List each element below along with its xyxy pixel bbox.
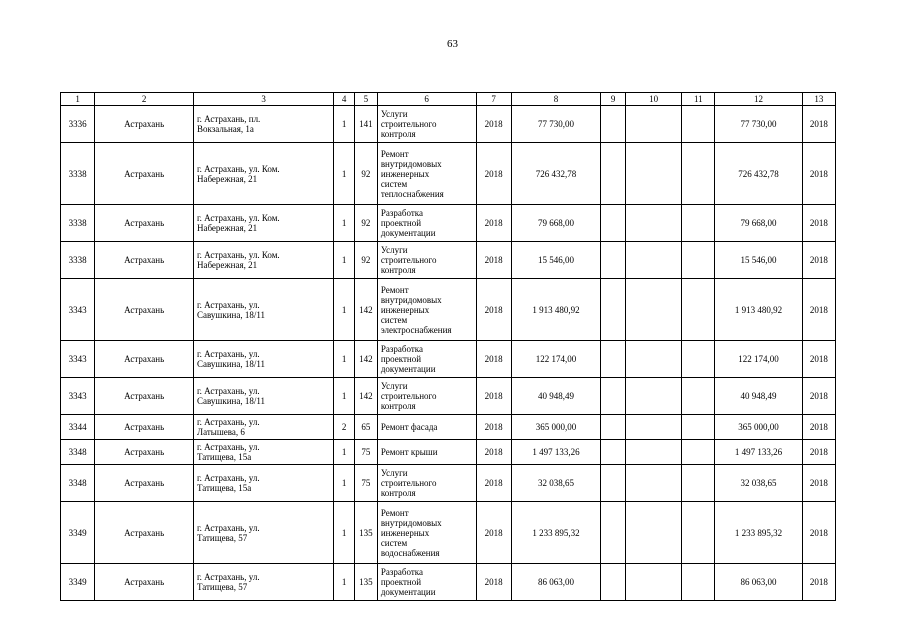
- row-number-cell: 3349: [61, 502, 95, 564]
- row-number-cell: 3343: [61, 341, 95, 378]
- completion-year-cell: 2018: [802, 502, 835, 564]
- address-cell: г. Астрахань, ул. Татищева, 57: [193, 564, 333, 601]
- year-cell: 2018: [476, 143, 511, 205]
- completion-year-cell: 2018: [802, 440, 835, 465]
- group-cell: 1: [334, 341, 355, 378]
- col9-cell: [601, 564, 626, 601]
- column-header: 13: [802, 93, 835, 106]
- group-cell: 1: [334, 205, 355, 242]
- table-row: [61, 279, 836, 341]
- cost-cell: 1 497 133,26: [511, 440, 600, 465]
- group-cell: 1: [334, 378, 355, 415]
- row-number-cell: 3348: [61, 440, 95, 465]
- column-header: 9: [601, 93, 626, 106]
- column-header: 1: [61, 93, 95, 106]
- total-cost-cell: 1 497 133,26: [715, 440, 802, 465]
- page-number: 63: [447, 38, 458, 50]
- table-row: [61, 564, 836, 601]
- cost-cell: 1 913 480,92: [511, 279, 600, 341]
- address-cell: г. Астрахань, ул. Татищева, 15а: [193, 465, 333, 502]
- column-header: 4: [334, 93, 355, 106]
- row-number-cell: 3338: [61, 242, 95, 279]
- table-row: [61, 242, 836, 279]
- total-cost-cell: 1 913 480,92: [715, 279, 802, 341]
- completion-year-cell: 2018: [802, 564, 835, 601]
- total-cost-cell: 1 233 895,32: [715, 502, 802, 564]
- address-cell: г. Астрахань, ул. Савушкина, 18/11: [193, 378, 333, 415]
- work-type-cell: Услуги строительного контроля: [377, 378, 476, 415]
- address-cell: г. Астрахань, ул. Татищева, 57: [193, 502, 333, 564]
- col10-cell: [626, 440, 682, 465]
- work-type-cell: Ремонт фасада: [377, 415, 476, 440]
- work-type-cell: Разработка проектной документации: [377, 564, 476, 601]
- cost-cell: 122 174,00: [511, 341, 600, 378]
- col9-cell: [601, 205, 626, 242]
- count-cell: 135: [354, 564, 377, 601]
- col10-cell: [626, 242, 682, 279]
- cost-cell: 32 038,65: [511, 465, 600, 502]
- col9-cell: [601, 341, 626, 378]
- cost-cell: 77 730,00: [511, 106, 600, 143]
- count-cell: 141: [354, 106, 377, 143]
- count-cell: 75: [354, 465, 377, 502]
- row-number-cell: 3336: [61, 106, 95, 143]
- work-type-cell: Ремонт внутридомовых инженерных систем электроснабжения: [377, 279, 476, 341]
- table-row: [61, 465, 836, 502]
- col11-cell: [682, 106, 715, 143]
- col11-cell: [682, 502, 715, 564]
- column-header: 7: [476, 93, 511, 106]
- col10-cell: [626, 279, 682, 341]
- column-header: 6: [377, 93, 476, 106]
- total-cost-cell: 86 063,00: [715, 564, 802, 601]
- col10-cell: [626, 378, 682, 415]
- municipality-cell: Астрахань: [95, 564, 194, 601]
- col11-cell: [682, 242, 715, 279]
- column-header: 5: [354, 93, 377, 106]
- address-cell: г. Астрахань, пл. Вокзальная, 1а: [193, 106, 333, 143]
- year-cell: 2018: [476, 279, 511, 341]
- row-number-cell: 3349: [61, 564, 95, 601]
- completion-year-cell: 2018: [802, 242, 835, 279]
- col11-cell: [682, 279, 715, 341]
- completion-year-cell: 2018: [802, 465, 835, 502]
- col10-cell: [626, 564, 682, 601]
- municipality-cell: Астрахань: [95, 502, 194, 564]
- year-cell: 2018: [476, 440, 511, 465]
- cost-cell: 15 546,00: [511, 242, 600, 279]
- cost-cell: 726 432,78: [511, 143, 600, 205]
- year-cell: 2018: [476, 465, 511, 502]
- col9-cell: [601, 415, 626, 440]
- col11-cell: [682, 378, 715, 415]
- completion-year-cell: 2018: [802, 106, 835, 143]
- year-cell: 2018: [476, 205, 511, 242]
- count-cell: 135: [354, 502, 377, 564]
- address-cell: г. Астрахань, ул. Татищева, 15а: [193, 440, 333, 465]
- col9-cell: [601, 143, 626, 205]
- completion-year-cell: 2018: [802, 415, 835, 440]
- total-cost-cell: 79 668,00: [715, 205, 802, 242]
- year-cell: 2018: [476, 341, 511, 378]
- municipality-cell: Астрахань: [95, 378, 194, 415]
- work-type-cell: Ремонт внутридомовых инженерных систем водоснабжения: [377, 502, 476, 564]
- count-cell: 142: [354, 341, 377, 378]
- column-header: 8: [511, 93, 600, 106]
- col11-cell: [682, 341, 715, 378]
- completion-year-cell: 2018: [802, 205, 835, 242]
- col9-cell: [601, 502, 626, 564]
- table-row: [61, 415, 836, 440]
- group-cell: 1: [334, 106, 355, 143]
- row-number-cell: 3338: [61, 205, 95, 242]
- address-cell: г. Астрахань, ул. Ком. Набережная, 21: [193, 242, 333, 279]
- table-row: [61, 502, 836, 564]
- municipality-cell: Астрахань: [95, 465, 194, 502]
- municipality-cell: Астрахань: [95, 205, 194, 242]
- year-cell: 2018: [476, 415, 511, 440]
- col9-cell: [601, 440, 626, 465]
- col10-cell: [626, 502, 682, 564]
- total-cost-cell: 32 038,65: [715, 465, 802, 502]
- row-number-cell: 3338: [61, 143, 95, 205]
- work-type-cell: Услуги строительного контроля: [377, 106, 476, 143]
- col10-cell: [626, 143, 682, 205]
- table-row: [61, 341, 836, 378]
- address-cell: г. Астрахань, ул. Ком. Набережная, 21: [193, 143, 333, 205]
- total-cost-cell: 40 948,49: [715, 378, 802, 415]
- completion-year-cell: 2018: [802, 279, 835, 341]
- address-cell: г. Астрахань, ул. Ком. Набережная, 21: [193, 205, 333, 242]
- count-cell: 92: [354, 205, 377, 242]
- completion-year-cell: 2018: [802, 341, 835, 378]
- table-row: [61, 378, 836, 415]
- col10-cell: [626, 106, 682, 143]
- total-cost-cell: 122 174,00: [715, 341, 802, 378]
- total-cost-cell: 365 000,00: [715, 415, 802, 440]
- municipality-cell: Астрахань: [95, 440, 194, 465]
- group-cell: 1: [334, 143, 355, 205]
- col9-cell: [601, 279, 626, 341]
- municipality-cell: Астрахань: [95, 242, 194, 279]
- col11-cell: [682, 440, 715, 465]
- col9-cell: [601, 378, 626, 415]
- cost-cell: 79 668,00: [511, 205, 600, 242]
- municipality-cell: Астрахань: [95, 106, 194, 143]
- row-number-cell: 3343: [61, 279, 95, 341]
- column-header: 11: [682, 93, 715, 106]
- year-cell: 2018: [476, 502, 511, 564]
- cost-cell: 1 233 895,32: [511, 502, 600, 564]
- col9-cell: [601, 242, 626, 279]
- col10-cell: [626, 465, 682, 502]
- column-header: 10: [626, 93, 682, 106]
- address-cell: г. Астрахань, ул. Савушкина, 18/11: [193, 279, 333, 341]
- year-cell: 2018: [476, 564, 511, 601]
- year-cell: 2018: [476, 378, 511, 415]
- work-type-cell: Разработка проектной документации: [377, 205, 476, 242]
- column-header: 2: [95, 93, 194, 106]
- column-header: 12: [715, 93, 802, 106]
- col10-cell: [626, 415, 682, 440]
- col11-cell: [682, 564, 715, 601]
- row-number-cell: 3344: [61, 415, 95, 440]
- year-cell: 2018: [476, 242, 511, 279]
- count-cell: 65: [354, 415, 377, 440]
- work-type-cell: Ремонт внутридомовых инженерных систем теплоснабжения: [377, 143, 476, 205]
- repair-program-table: [60, 92, 836, 601]
- column-number-row: [61, 93, 836, 106]
- work-type-cell: Разработка проектной документации: [377, 341, 476, 378]
- group-cell: 1: [334, 502, 355, 564]
- municipality-cell: Астрахань: [95, 341, 194, 378]
- col11-cell: [682, 415, 715, 440]
- row-number-cell: 3343: [61, 378, 95, 415]
- cost-cell: 365 000,00: [511, 415, 600, 440]
- work-type-cell: Услуги строительного контроля: [377, 465, 476, 502]
- address-cell: г. Астрахань, ул. Савушкина, 18/11: [193, 341, 333, 378]
- table-row: [61, 143, 836, 205]
- group-cell: 1: [334, 279, 355, 341]
- col10-cell: [626, 205, 682, 242]
- total-cost-cell: 15 546,00: [715, 242, 802, 279]
- col10-cell: [626, 341, 682, 378]
- address-cell: г. Астрахань, ул. Латышева, 6: [193, 415, 333, 440]
- cost-cell: 86 063,00: [511, 564, 600, 601]
- year-cell: 2018: [476, 106, 511, 143]
- group-cell: 1: [334, 465, 355, 502]
- completion-year-cell: 2018: [802, 378, 835, 415]
- municipality-cell: Астрахань: [95, 415, 194, 440]
- table-row: [61, 440, 836, 465]
- col11-cell: [682, 143, 715, 205]
- count-cell: 142: [354, 279, 377, 341]
- group-cell: 1: [334, 440, 355, 465]
- table-row: [61, 205, 836, 242]
- municipality-cell: Астрахань: [95, 143, 194, 205]
- col11-cell: [682, 205, 715, 242]
- total-cost-cell: 77 730,00: [715, 106, 802, 143]
- group-cell: 2: [334, 415, 355, 440]
- completion-year-cell: 2018: [802, 143, 835, 205]
- municipality-cell: Астрахань: [95, 279, 194, 341]
- table-row: [61, 106, 836, 143]
- total-cost-cell: 726 432,78: [715, 143, 802, 205]
- count-cell: 92: [354, 242, 377, 279]
- group-cell: 1: [334, 242, 355, 279]
- work-type-cell: Ремонт крыши: [377, 440, 476, 465]
- column-header: 3: [193, 93, 333, 106]
- count-cell: 92: [354, 143, 377, 205]
- row-number-cell: 3348: [61, 465, 95, 502]
- group-cell: 1: [334, 564, 355, 601]
- col11-cell: [682, 465, 715, 502]
- work-type-cell: Услуги строительного контроля: [377, 242, 476, 279]
- count-cell: 142: [354, 378, 377, 415]
- count-cell: 75: [354, 440, 377, 465]
- col9-cell: [601, 106, 626, 143]
- cost-cell: 40 948,49: [511, 378, 600, 415]
- col9-cell: [601, 465, 626, 502]
